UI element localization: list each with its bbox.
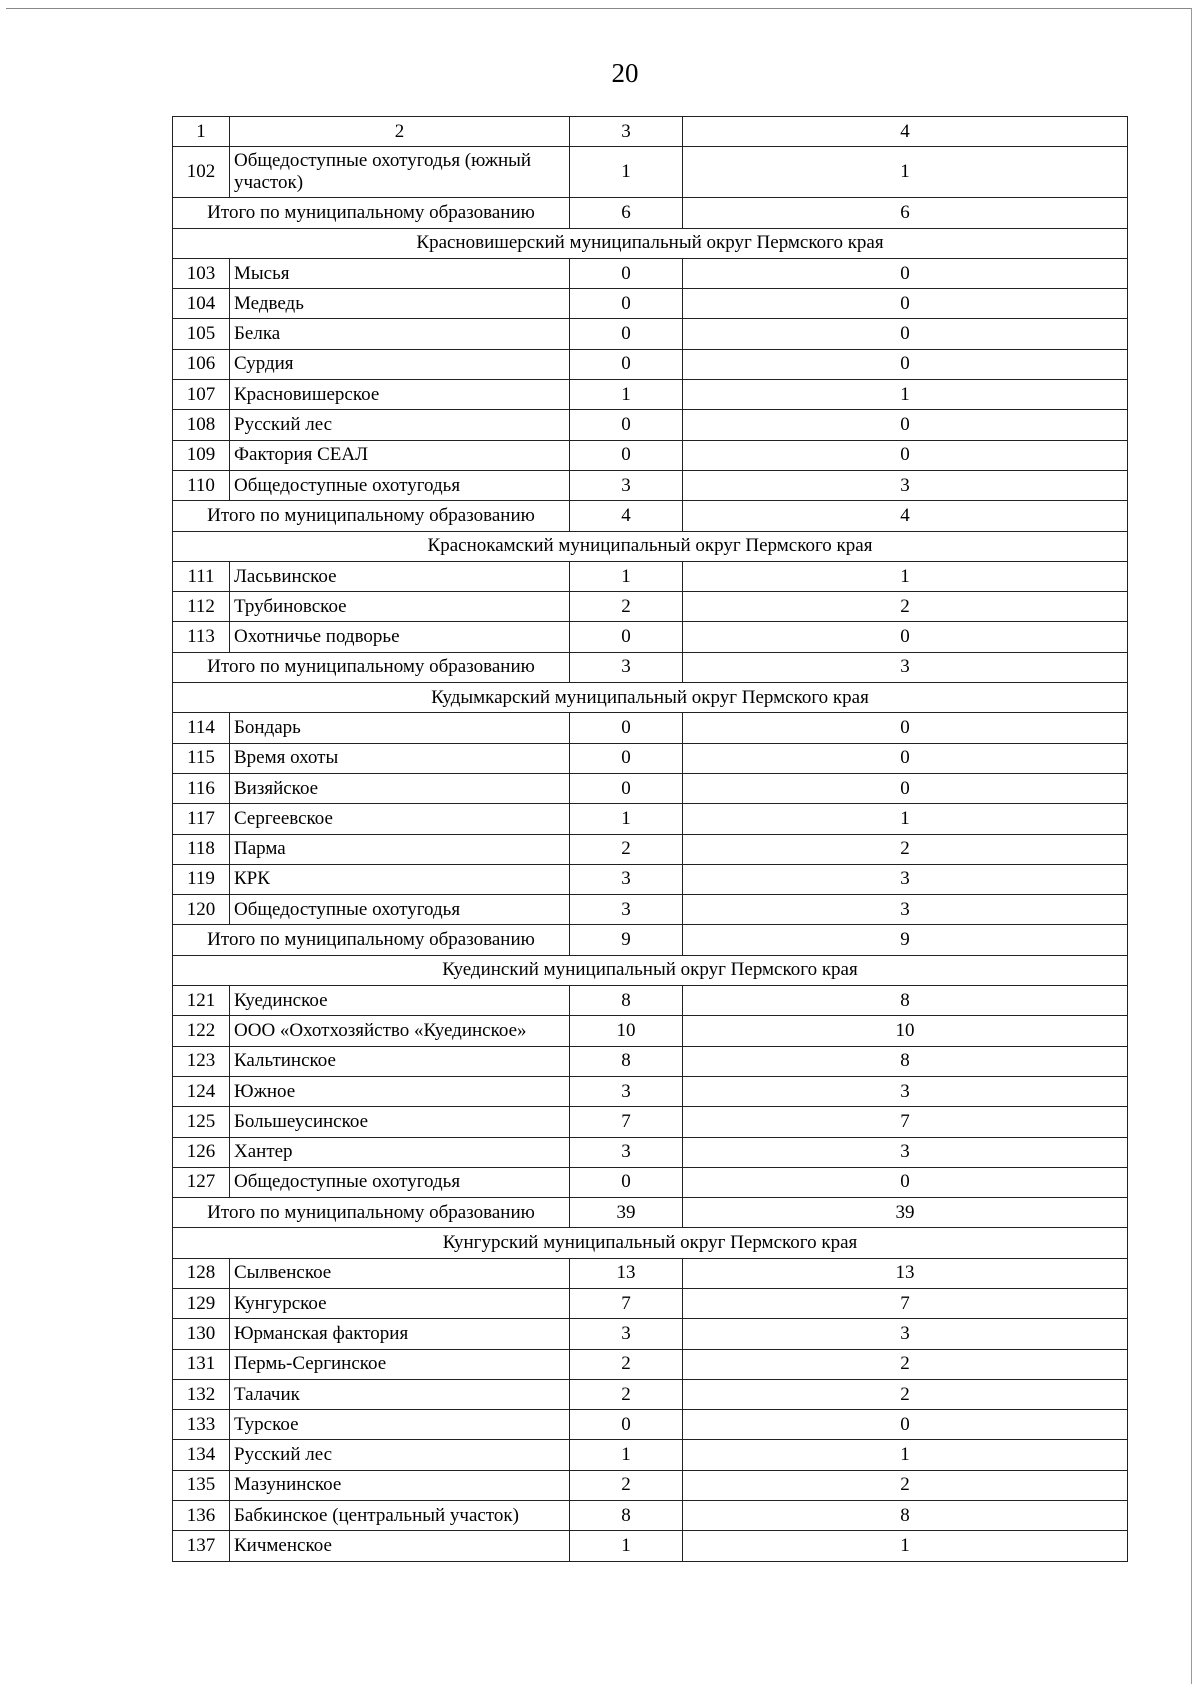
value-col4: 3	[683, 1319, 1128, 1349]
value-col3: 0	[570, 410, 683, 440]
value-col3: 7	[570, 1288, 683, 1318]
header-cell-2: 2	[230, 117, 570, 147]
district-title: Краснокамский муниципальный округ Пермского края	[173, 531, 1128, 561]
value-col4: 10	[683, 1016, 1128, 1046]
table-row	[173, 1470, 1128, 1500]
hunting-ground-name: Визяйское	[230, 773, 570, 803]
value-col4: 3	[683, 895, 1128, 925]
district-row	[173, 955, 1128, 985]
hunting-ground-name: Куединское	[230, 986, 570, 1016]
value-col4: 1	[683, 380, 1128, 410]
value-col3: 7	[570, 1107, 683, 1137]
row-number: 122	[173, 1016, 230, 1046]
value-col3: 0	[570, 319, 683, 349]
value-col4: 8	[683, 986, 1128, 1016]
total-col3: 39	[570, 1198, 683, 1228]
hunting-ground-name: Мазунинское	[230, 1470, 570, 1500]
value-col4: 7	[683, 1288, 1128, 1318]
table-row	[173, 592, 1128, 622]
row-number: 110	[173, 470, 230, 500]
hunting-ground-name: Пермь-Сергинское	[230, 1349, 570, 1379]
value-col3: 1	[570, 147, 683, 198]
total-col3: 3	[570, 652, 683, 682]
row-number: 137	[173, 1531, 230, 1561]
row-number: 124	[173, 1076, 230, 1106]
row-number: 117	[173, 804, 230, 834]
hunting-ground-name: Общедоступные охотугодья	[230, 1167, 570, 1197]
row-number: 111	[173, 561, 230, 591]
table-row	[173, 1349, 1128, 1379]
district-row	[173, 1228, 1128, 1258]
table-row	[173, 1107, 1128, 1137]
value-col4: 2	[683, 1379, 1128, 1409]
hunting-ground-name: Хантер	[230, 1137, 570, 1167]
row-number: 133	[173, 1410, 230, 1440]
district-title: Кудымкарский муниципальный округ Пермского края	[173, 683, 1128, 713]
hunting-ground-name: Кичменское	[230, 1531, 570, 1561]
table-row	[173, 1319, 1128, 1349]
value-col4: 0	[683, 773, 1128, 803]
value-col3: 8	[570, 986, 683, 1016]
page-number: 20	[611, 58, 639, 88]
district-title: Куединский муниципальный округ Пермского края	[173, 955, 1128, 985]
row-number: 118	[173, 834, 230, 864]
value-col3: 3	[570, 895, 683, 925]
value-col4: 3	[683, 470, 1128, 500]
row-number: 129	[173, 1288, 230, 1318]
table-row	[173, 258, 1128, 288]
value-col3: 0	[570, 1410, 683, 1440]
table-row	[173, 289, 1128, 319]
value-col3: 1	[570, 561, 683, 591]
row-number: 135	[173, 1470, 230, 1500]
value-col4: 0	[683, 319, 1128, 349]
value-col4: 0	[683, 1167, 1128, 1197]
row-number: 126	[173, 1137, 230, 1167]
row-number: 119	[173, 864, 230, 894]
district-row	[173, 683, 1128, 713]
table-row	[173, 804, 1128, 834]
value-col3: 0	[570, 258, 683, 288]
value-col3: 3	[570, 864, 683, 894]
table-row	[173, 986, 1128, 1016]
hunting-ground-name: Южное	[230, 1076, 570, 1106]
value-col3: 1	[570, 1440, 683, 1470]
table-row	[173, 561, 1128, 591]
row-number: 107	[173, 380, 230, 410]
value-col3: 0	[570, 440, 683, 470]
value-col4: 2	[683, 834, 1128, 864]
total-col4: 3	[683, 652, 1128, 682]
value-col3: 2	[570, 1470, 683, 1500]
row-number: 130	[173, 1319, 230, 1349]
hunting-ground-name: Большеусинское	[230, 1107, 570, 1137]
row-number: 125	[173, 1107, 230, 1137]
hunting-ground-name: Время охоты	[230, 743, 570, 773]
table-row	[173, 1501, 1128, 1531]
table-row	[173, 1410, 1128, 1440]
hunting-ground-name: Охотничье подворье	[230, 622, 570, 652]
hunting-ground-name: Русский лес	[230, 1440, 570, 1470]
hunting-ground-name: Трубиновское	[230, 592, 570, 622]
table-row	[173, 1288, 1128, 1318]
total-row	[173, 925, 1128, 955]
row-number: 104	[173, 289, 230, 319]
value-col4: 3	[683, 1076, 1128, 1106]
value-col4: 0	[683, 743, 1128, 773]
value-col4: 0	[683, 622, 1128, 652]
row-number: 102	[173, 147, 230, 198]
total-label: Итого по муниципальному образованию	[173, 198, 570, 228]
hunting-ground-name: Сылвенское	[230, 1258, 570, 1288]
total-col3: 9	[570, 925, 683, 955]
total-label: Итого по муниципальному образованию	[173, 925, 570, 955]
row-number: 105	[173, 319, 230, 349]
table-row	[173, 380, 1128, 410]
value-col3: 8	[570, 1501, 683, 1531]
row-number: 108	[173, 410, 230, 440]
value-col3: 2	[570, 1349, 683, 1379]
value-col3: 3	[570, 1319, 683, 1349]
total-col4: 39	[683, 1198, 1128, 1228]
table-row	[173, 743, 1128, 773]
row-number: 106	[173, 349, 230, 379]
row-number: 103	[173, 258, 230, 288]
value-col3: 0	[570, 773, 683, 803]
value-col3: 0	[570, 1167, 683, 1197]
value-col4: 2	[683, 1470, 1128, 1500]
value-col4: 1	[683, 147, 1128, 198]
value-col3: 13	[570, 1258, 683, 1288]
total-label: Итого по муниципальному образованию	[173, 1198, 570, 1228]
row-number: 123	[173, 1046, 230, 1076]
value-col4: 8	[683, 1501, 1128, 1531]
hunting-ground-name: Кунгурское	[230, 1288, 570, 1318]
table-row	[173, 319, 1128, 349]
table-body	[173, 117, 1128, 1562]
header-cell-4: 4	[683, 117, 1128, 147]
row-number: 115	[173, 743, 230, 773]
row-number: 112	[173, 592, 230, 622]
value-col4: 0	[683, 258, 1128, 288]
value-col3: 3	[570, 470, 683, 500]
hunting-ground-name: Бабкинское (центральный участок)	[230, 1501, 570, 1531]
hunting-ground-name: Сурдия	[230, 349, 570, 379]
district-row	[173, 531, 1128, 561]
value-col3: 1	[570, 380, 683, 410]
hunting-ground-name: Белка	[230, 319, 570, 349]
table-row	[173, 410, 1128, 440]
value-col3: 0	[570, 713, 683, 743]
hunting-ground-name: Парма	[230, 834, 570, 864]
value-col3: 2	[570, 834, 683, 864]
value-col3: 1	[570, 804, 683, 834]
hunting-ground-name: Фактория СЕАЛ	[230, 440, 570, 470]
total-col3: 4	[570, 501, 683, 531]
value-col3: 3	[570, 1137, 683, 1167]
row-number: 109	[173, 440, 230, 470]
value-col3: 1	[570, 1531, 683, 1561]
hunting-ground-name: Талачик	[230, 1379, 570, 1409]
row-number: 114	[173, 713, 230, 743]
total-label: Итого по муниципальному образованию	[173, 652, 570, 682]
value-col3: 0	[570, 289, 683, 319]
row-number: 131	[173, 1349, 230, 1379]
table-row	[173, 773, 1128, 803]
total-col4: 4	[683, 501, 1128, 531]
total-col3: 6	[570, 198, 683, 228]
value-col4: 1	[683, 1531, 1128, 1561]
header-cell-1: 1	[173, 117, 230, 147]
table-row	[173, 147, 1128, 198]
value-col4: 1	[683, 561, 1128, 591]
total-col4: 6	[683, 198, 1128, 228]
row-number: 113	[173, 622, 230, 652]
value-col4: 0	[683, 289, 1128, 319]
row-number: 127	[173, 1167, 230, 1197]
row-number: 116	[173, 773, 230, 803]
value-col4: 0	[683, 410, 1128, 440]
hunting-ground-name: Красновишерское	[230, 380, 570, 410]
value-col4: 3	[683, 1137, 1128, 1167]
table-row	[173, 1076, 1128, 1106]
hunting-ground-name: Бондарь	[230, 713, 570, 743]
value-col4: 2	[683, 592, 1128, 622]
value-col3: 2	[570, 592, 683, 622]
table-row	[173, 713, 1128, 743]
value-col4: 8	[683, 1046, 1128, 1076]
hunting-ground-name: ООО «Охотхозяйство «Куединское»	[230, 1016, 570, 1046]
hunting-ground-name: Турское	[230, 1410, 570, 1440]
row-number: 132	[173, 1379, 230, 1409]
header-row	[173, 117, 1128, 147]
value-col4: 3	[683, 864, 1128, 894]
value-col4: 7	[683, 1107, 1128, 1137]
table-row	[173, 1167, 1128, 1197]
table-row	[173, 1258, 1128, 1288]
table-row	[173, 1016, 1128, 1046]
total-row	[173, 198, 1128, 228]
table-row	[173, 864, 1128, 894]
header-cell-3: 3	[570, 117, 683, 147]
value-col4: 2	[683, 1349, 1128, 1379]
table-row	[173, 895, 1128, 925]
table-row	[173, 440, 1128, 470]
total-row	[173, 652, 1128, 682]
value-col4: 13	[683, 1258, 1128, 1288]
hunting-ground-name: Ласьвинское	[230, 561, 570, 591]
hunting-ground-name: Сергеевское	[230, 804, 570, 834]
row-number: 134	[173, 1440, 230, 1470]
value-col4: 0	[683, 713, 1128, 743]
hunting-ground-name: Общедоступные охотугодья (южный участок)	[230, 147, 570, 198]
value-col3: 0	[570, 622, 683, 652]
district-title: Красновишерский муниципальный округ Пермского края	[173, 228, 1128, 258]
hunting-ground-name: Кальтинское	[230, 1046, 570, 1076]
value-col4: 0	[683, 440, 1128, 470]
hunting-ground-name: Русский лес	[230, 410, 570, 440]
hunting-grounds-table	[172, 116, 1128, 1562]
value-col4: 0	[683, 1410, 1128, 1440]
row-number: 128	[173, 1258, 230, 1288]
value-col3: 10	[570, 1016, 683, 1046]
value-col3: 0	[570, 349, 683, 379]
hunting-ground-name: Общедоступные охотугодья	[230, 895, 570, 925]
table-row	[173, 470, 1128, 500]
total-row	[173, 501, 1128, 531]
table-row	[173, 1531, 1128, 1561]
value-col3: 2	[570, 1379, 683, 1409]
value-col3: 3	[570, 1076, 683, 1106]
hunting-ground-name: Медведь	[230, 289, 570, 319]
table-row	[173, 1440, 1128, 1470]
total-col4: 9	[683, 925, 1128, 955]
value-col4: 1	[683, 804, 1128, 834]
table-row	[173, 1137, 1128, 1167]
district-title: Кунгурский муниципальный округ Пермского края	[173, 1228, 1128, 1258]
hunting-ground-name: КРК	[230, 864, 570, 894]
row-number: 121	[173, 986, 230, 1016]
table-row	[173, 834, 1128, 864]
hunting-ground-name: Юрманская фактория	[230, 1319, 570, 1349]
value-col4: 1	[683, 1440, 1128, 1470]
row-number: 136	[173, 1501, 230, 1531]
value-col3: 8	[570, 1046, 683, 1076]
hunting-ground-name: Общедоступные охотугодья	[230, 470, 570, 500]
table-row	[173, 349, 1128, 379]
total-label: Итого по муниципальному образованию	[173, 501, 570, 531]
total-row	[173, 1198, 1128, 1228]
hunting-ground-name: Мысья	[230, 258, 570, 288]
district-row	[173, 228, 1128, 258]
row-number: 120	[173, 895, 230, 925]
value-col4: 0	[683, 349, 1128, 379]
table-row	[173, 1379, 1128, 1409]
table-row	[173, 622, 1128, 652]
table-row	[173, 1046, 1128, 1076]
value-col3: 0	[570, 743, 683, 773]
